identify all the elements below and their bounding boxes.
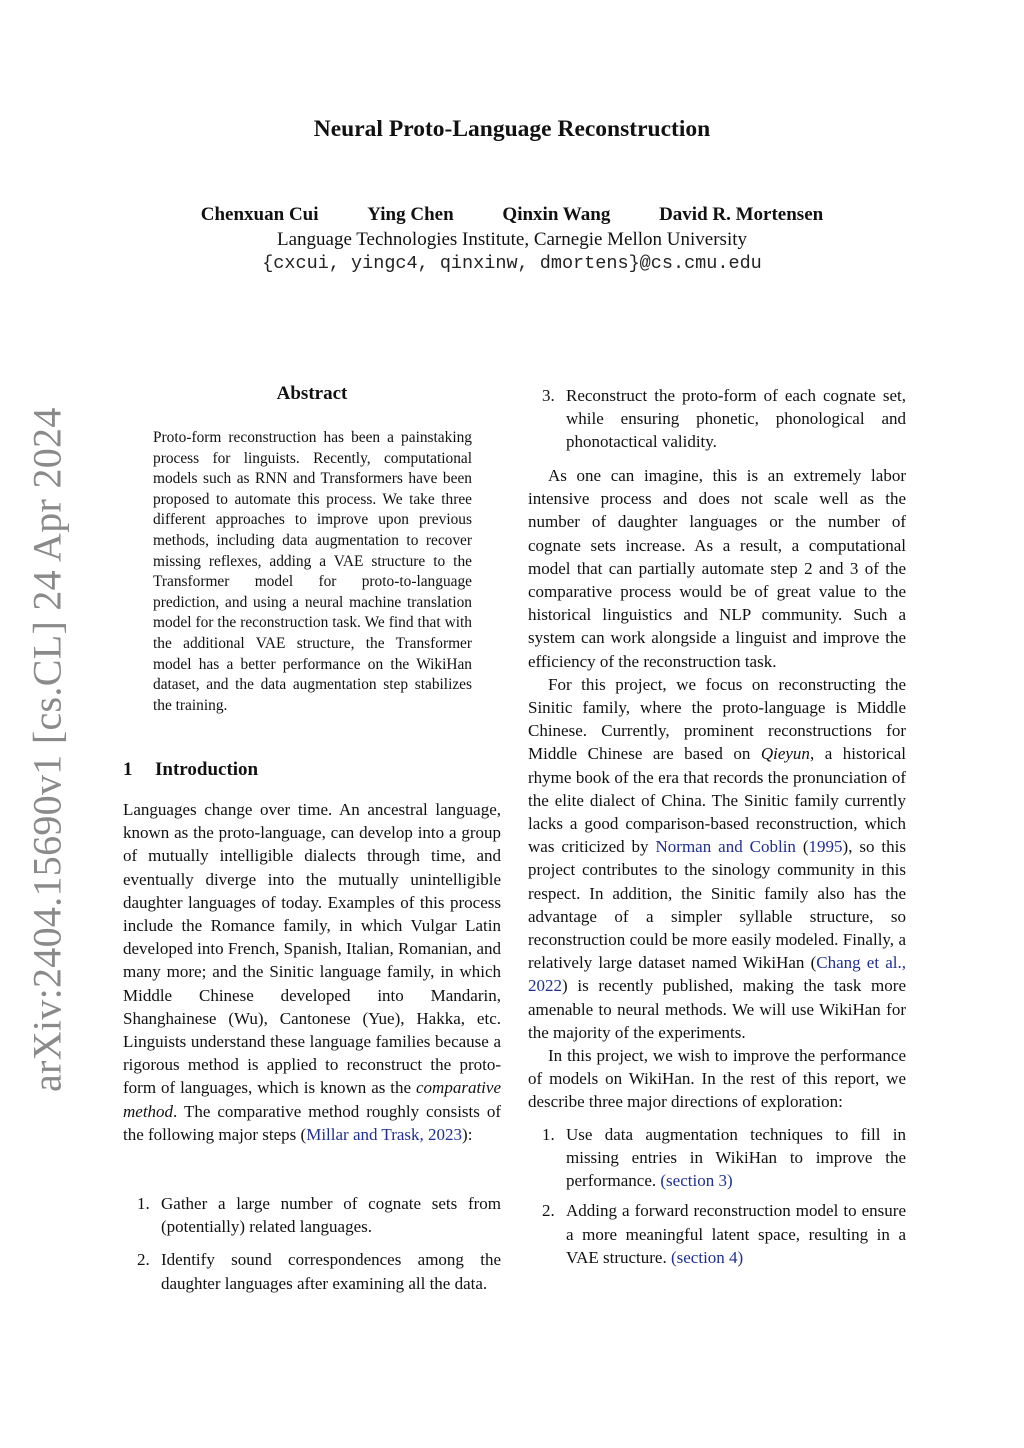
author-emails: {cxcui, yingc4, qinxinw, dmortens}@cs.cmu.edu — [262, 253, 762, 274]
paper-title: Neural Proto-Language Reconstruction — [313, 116, 711, 142]
affiliation: Language Technologies Institute, Carnegie Mellon University — [276, 229, 748, 250]
author-name: Qinxin Wang — [502, 204, 611, 225]
citation-link[interactable]: Millar and Trask, 2023 — [306, 1124, 463, 1144]
list-number: 1. — [542, 1124, 555, 1144]
section-number: 1 — [123, 759, 133, 780]
list-item — [123, 1248, 501, 1294]
list-item — [528, 1123, 906, 1193]
directions-list — [528, 1123, 906, 1269]
right-column-body — [528, 464, 906, 1276]
emphasis-text: Qieyun — [760, 744, 810, 764]
paragraph-text: ) is recently published, making the task more amenable to neural methods. We will use WikiHan for the majority of the experiments. — [528, 976, 906, 1042]
list-item — [528, 384, 906, 454]
steps-list-continued — [528, 384, 906, 454]
list-number: 2. — [542, 1201, 555, 1221]
list-text: Adding a forward reconstruction model to ensure a more meaningful latent space, resulting in a VAE structure. — [566, 1201, 906, 1267]
list-text: Gather a large number of cognate sets from (potentially) related languages. — [161, 1194, 501, 1237]
abstract-text: Proto-form reconstruction has been a painstaking process for linguists. Recently, computational models such as RNN and Transformers have been proposed to automate this process. We take three different approaches to improve upon previous methods, including data augmentation to recover missing reflexes, adding a VAE structure to the Transformer model for proto-to-language prediction, and using a neural machine translation model for the reconstruction task. We find that with the additional VAE structure, the Transformer model has a better performance on the WikiHan dataset, and the data augmentation step stabilizes the training. — [153, 429, 472, 714]
author-name: Chenxuan Cui — [200, 204, 319, 225]
abstract-heading: Abstract — [276, 383, 348, 404]
author-list — [0, 204, 1024, 226]
intro-paragraph-4: In this project, we wish to improve the performance of models on WikiHan. In the rest of this report, we describe three major directions of exploration: — [528, 1046, 906, 1112]
section-title: Introduction — [155, 759, 259, 780]
arxiv-identifier: arXiv:2404.15690v1 [cs.CL] 24 Apr 2024 — [24, 407, 70, 1093]
list-number: 3. — [542, 386, 555, 405]
intro-paragraph-1 — [123, 798, 501, 1146]
author-name: Ying Chen — [367, 204, 454, 225]
author-name: David R. Mortensen — [659, 204, 824, 225]
section-heading-introduction — [123, 759, 258, 781]
intro-paragraph-2: As one can imagine, this is an extremely labor intensive process and does not scale well as the number of daughter languages or the number of cognate sets increase. As a result, a computational model that can partially automate step 2 and 3 of the comparative process would be of great value to the historical linguistics and NLP community. Such a system can work alongside a linguist and improve the efficiency of the reconstruction task. — [528, 466, 906, 671]
citation-link[interactable]: Norman and Coblin — [655, 837, 796, 857]
section-reference-link[interactable]: (section 4) — [670, 1247, 744, 1267]
paragraph-text: ): — [462, 1124, 473, 1144]
list-item — [123, 1192, 501, 1238]
paragraph-text: Languages change over time. An ancestral language, known as the proto-language, can develop into a group of mutually intelligible dialects through time, and eventually diverge into the mutually unintelligible daughter languages of today. Examples of this process include the Romance family, in which Vulgar Latin developed into French, Spanish, Italian, Romanian, and many more; and the Sinitic language family, in which Middle Chinese developed into Mandarin, Shanghainese (Wu), Cantonese (Yue), Hakka, etc. Linguists understand these language families because a rigorous method is applied to reconstruct the proto-form of languages, which is known as the — [123, 800, 501, 1098]
paragraph-text: For this project, we focus on reconstructing the Sinitic family, where the proto-language is Middle Chinese. Currently, prominent reconstructions for Middle Chinese are based on — [528, 674, 906, 764]
list-item — [528, 1199, 906, 1269]
intro-paragraph-3 — [528, 673, 906, 1044]
steps-list — [123, 1192, 501, 1305]
emphasis-text: comparative method — [123, 1078, 501, 1121]
citation-link[interactable]: Chang et al., 2022 — [528, 953, 907, 996]
list-number: 2. — [137, 1250, 150, 1270]
citation-year-link[interactable]: 1995 — [808, 837, 843, 857]
list-number: 1. — [137, 1194, 150, 1213]
list-text: Reconstruct the proto-form of each cognate set, while ensuring phonetic, phonological and phonotactical validity. — [566, 386, 906, 452]
list-text: Use data augmentation techniques to fill in missing entries in WikiHan to improve the performance. — [566, 1124, 906, 1191]
section-reference-link[interactable]: (section 3) — [660, 1171, 733, 1191]
paragraph-text: , a historical rhyme book of the era that records the pronunciation of the elite dialect of China. The Sinitic family currently lacks a good comparison-based reconstruction, which was criticized by — [528, 744, 906, 857]
list-text: Identify sound correspondences among the daughter languages after examining all the data. — [161, 1250, 501, 1293]
paragraph-text: ( — [795, 837, 809, 857]
paragraph-text: . The comparative method roughly consists of the following major steps ( — [123, 1101, 501, 1144]
paragraph-text: ), so this project contributes to the sinology community in this respect. In addition, the Sinitic family also has the advantage of a simpler syllable structure, so reconstruction could be more easily modeled. Finally, a relatively large dataset named WikiHan ( — [528, 837, 906, 973]
